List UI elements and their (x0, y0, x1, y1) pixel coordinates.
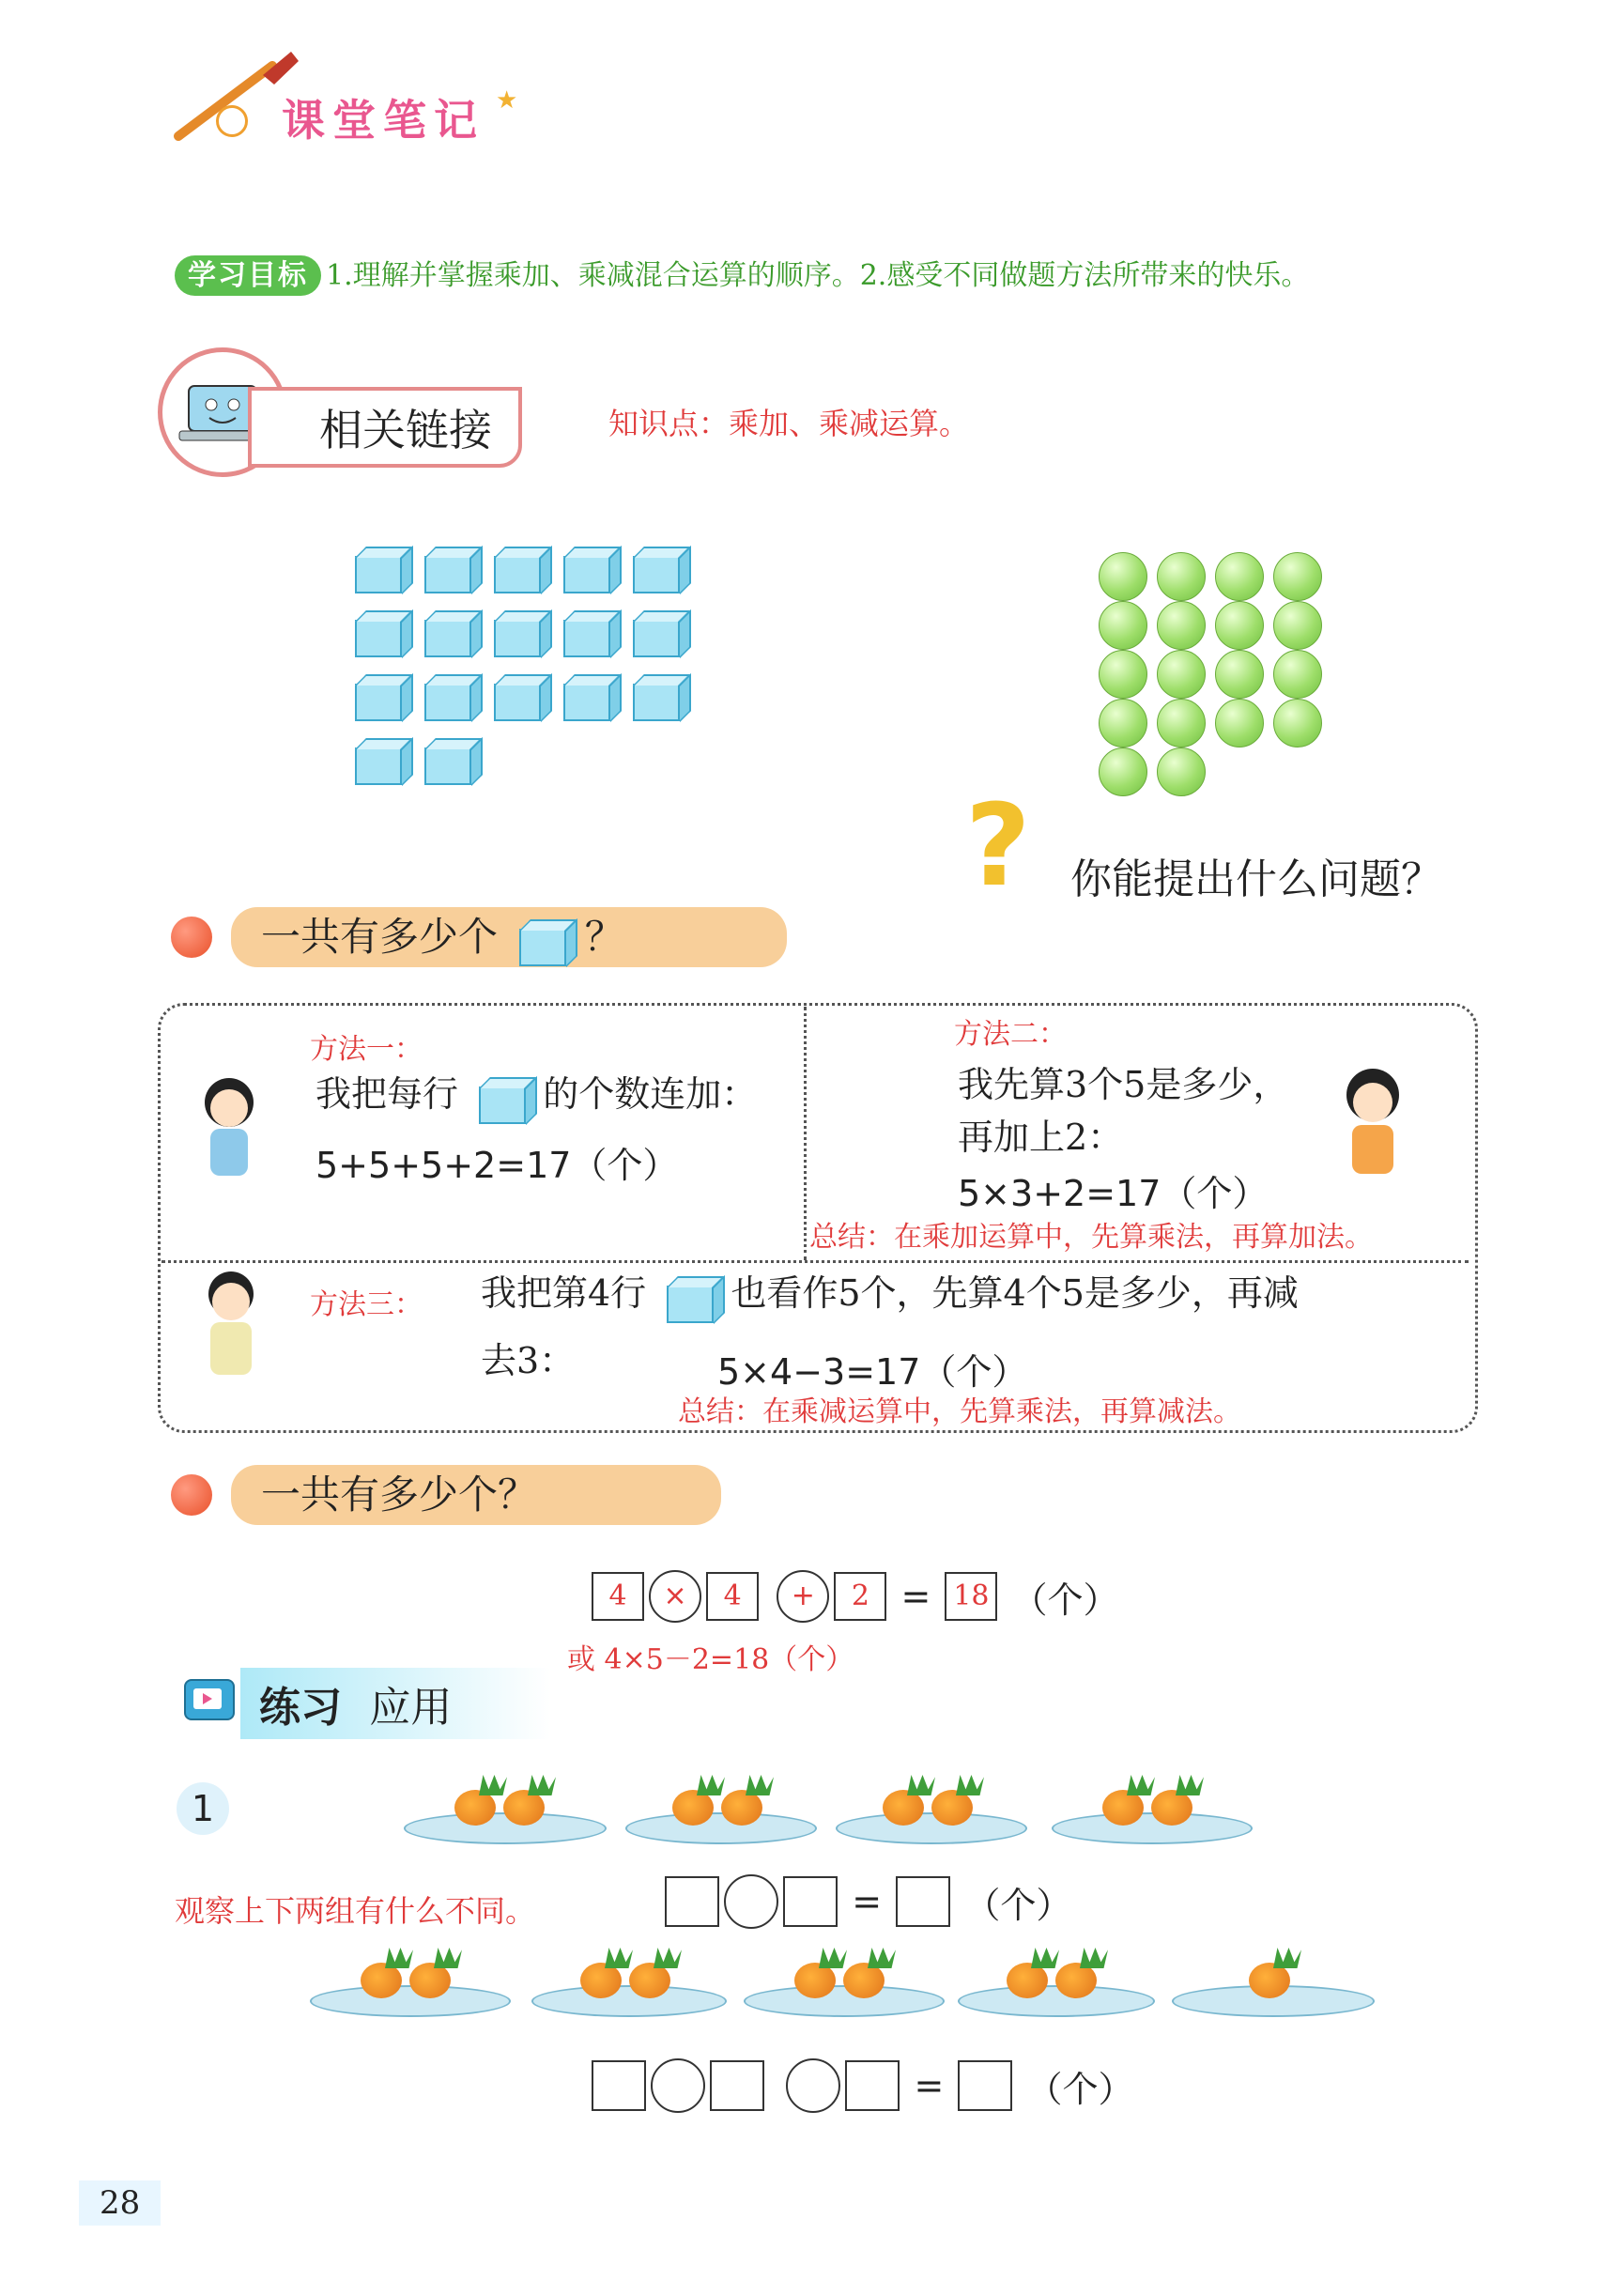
link-label: 相关链接 (248, 387, 522, 468)
cube (633, 620, 680, 657)
question-prompt: 你能提出什么问题？ (1070, 855, 1442, 903)
pineapple-icon (931, 1790, 973, 1826)
pineapple-icon (1007, 1963, 1048, 1998)
cube (424, 684, 471, 721)
ball (1157, 650, 1206, 699)
pineapple-icon (1249, 1963, 1290, 1998)
cube-icon (519, 923, 562, 957)
method2-summary: 总结：在乘加运算中，先算乘法，再算加法。 (809, 1221, 1373, 1254)
cube (563, 556, 610, 593)
ball (1099, 747, 1147, 796)
answer-blank[interactable] (896, 1876, 950, 1927)
goal-text: 1.理解并掌握乘加、乘减混合运算的顺序。2.感受不同做题方法所带来的快乐。 (326, 259, 1310, 292)
ball (1099, 650, 1147, 699)
star-icon: ★ (496, 86, 518, 115)
answer-row-1 (665, 1874, 1081, 1929)
equals-sign: = (852, 1881, 883, 1922)
ball (1099, 699, 1147, 747)
cube (494, 620, 541, 657)
girl-avatar-icon (1335, 1061, 1410, 1183)
plate (404, 1812, 607, 1844)
ball (1215, 552, 1264, 601)
question-mark-icon: ? (965, 781, 1031, 912)
cube (355, 556, 402, 593)
cube-icon (479, 1081, 522, 1115)
method2-line1: 我先算3个5是多少， (958, 1064, 1289, 1105)
pineapple-icon (361, 1963, 402, 1998)
pineapple-icon (503, 1790, 545, 1826)
answer-equation (592, 1570, 1129, 1623)
bullet-icon (171, 1474, 212, 1516)
boy-avatar-icon (193, 1264, 269, 1386)
answer-blank[interactable] (958, 2060, 1012, 2111)
answer-box: 18 (945, 1572, 997, 1621)
pineapple-icon (454, 1790, 496, 1826)
ball (1215, 699, 1264, 747)
plate (958, 1985, 1155, 2017)
page-number: 28 (79, 2180, 161, 2226)
knowledge-point: 知识点：乘加、乘减运算。 (608, 406, 970, 441)
pineapple-row-1 (394, 1775, 1258, 1859)
answer-blank[interactable] (592, 2060, 646, 2111)
pineapple-icon (672, 1790, 714, 1826)
ball (1273, 699, 1322, 747)
cube-icon (667, 1280, 710, 1314)
unit-label: （个） (1026, 2068, 1134, 2110)
method3-tag: 方法三： (310, 1288, 423, 1321)
ball (1157, 747, 1206, 796)
pineapple-icon (580, 1963, 622, 1998)
plate (744, 1985, 945, 2017)
method1-line1: 我把每行 的个数连加： (315, 1065, 757, 1117)
play-icon (184, 1679, 235, 1720)
pineapple-icon (794, 1963, 836, 1998)
operator-circle: + (777, 1570, 829, 1623)
method3-line2: 去3： (481, 1340, 576, 1381)
ball (1099, 601, 1147, 650)
method1-equation: 5+5+5+2=17（个） (315, 1145, 679, 1186)
cube (633, 556, 680, 593)
pineapple-icon (1055, 1963, 1097, 1998)
ball (1273, 552, 1322, 601)
alt-equation: 或 4×5－2=18（个） (567, 1643, 854, 1676)
cube (424, 747, 471, 785)
pineapple-icon (721, 1790, 762, 1826)
operator-blank[interactable] (786, 2058, 840, 2113)
operator-circle: × (649, 1570, 701, 1623)
answer-box: 4 (592, 1572, 644, 1621)
plate (531, 1985, 727, 2017)
answer-box: 2 (834, 1572, 886, 1621)
exercise-number: 1 (177, 1782, 229, 1835)
cube (355, 684, 402, 721)
exercise-hint: 观察上下两组有什么不同。 (175, 1893, 536, 1929)
cube (424, 556, 471, 593)
method2-tag: 方法二： (954, 1018, 1067, 1051)
girl-avatar-icon (193, 1071, 265, 1183)
ball (1273, 601, 1322, 650)
method3-line1: 我把第4行 也看作5个，先算4个5是多少，再减 (481, 1264, 1299, 1316)
ball (1273, 650, 1322, 699)
pineapple-icon (843, 1963, 885, 1998)
answer-blank[interactable] (845, 2060, 900, 2111)
plate (1052, 1812, 1253, 1844)
sun-icon (216, 105, 248, 137)
practice-tag: 练习 应用 (240, 1668, 550, 1739)
section1-banner (231, 907, 787, 967)
method-divider-v (804, 1007, 807, 1260)
cube (633, 684, 680, 721)
pineapple-icon (629, 1963, 670, 1998)
ball-grid (1099, 552, 1324, 796)
ball (1215, 601, 1264, 650)
pineapple-icon (409, 1963, 451, 1998)
operator-blank[interactable] (651, 2058, 705, 2113)
cube (494, 684, 541, 721)
goal-row (175, 252, 1309, 293)
cube (494, 556, 541, 593)
ball (1157, 601, 1206, 650)
method-divider-h (162, 1260, 1469, 1263)
bullet-icon (171, 917, 212, 958)
ball (1215, 650, 1264, 699)
cube (563, 684, 610, 721)
page-title: 课堂笔记 (282, 95, 485, 146)
section2-banner: 一共有多少个？ (231, 1465, 721, 1525)
answer-row-2 (592, 2058, 1144, 2113)
answer-blank[interactable] (710, 2060, 764, 2111)
section1-banner-q: ？ (584, 914, 624, 960)
unit-label: （个） (964, 1884, 1072, 1926)
cube-grid (355, 556, 731, 781)
goal-tag: 学习目标 (175, 255, 321, 296)
method3-summary: 总结：在乘减运算中，先算乘法，再算减法。 (678, 1395, 1241, 1428)
plate (836, 1812, 1027, 1844)
answer-blank[interactable] (665, 1876, 719, 1927)
answer-box: 4 (706, 1572, 759, 1621)
plate (310, 1985, 511, 2017)
section1-banner-text: 一共有多少个 (261, 914, 499, 960)
pineapple-icon (1102, 1790, 1144, 1826)
unit-label: （个） (1011, 1579, 1119, 1621)
method1-tag: 方法一： (310, 1033, 423, 1066)
pineapple-icon (1151, 1790, 1192, 1826)
operator-blank[interactable] (724, 1874, 778, 1929)
cube (355, 620, 402, 657)
cube (563, 620, 610, 657)
method2-equation: 5×3+2=17（个） (958, 1173, 1269, 1214)
pineapple-row-2 (310, 1948, 1380, 2032)
cube (355, 747, 402, 785)
plate (625, 1812, 817, 1844)
ball (1157, 552, 1206, 601)
ball (1099, 552, 1147, 601)
ball (1157, 699, 1206, 747)
method2-line2: 再加上2： (958, 1117, 1124, 1158)
equals-sign: = (914, 2065, 945, 2106)
cube (424, 620, 471, 657)
answer-blank[interactable] (783, 1876, 838, 1927)
equals-sign: = (900, 1576, 931, 1617)
pineapple-icon (883, 1790, 924, 1826)
method3-equation: 5×4−3=17（个） (717, 1351, 1028, 1393)
